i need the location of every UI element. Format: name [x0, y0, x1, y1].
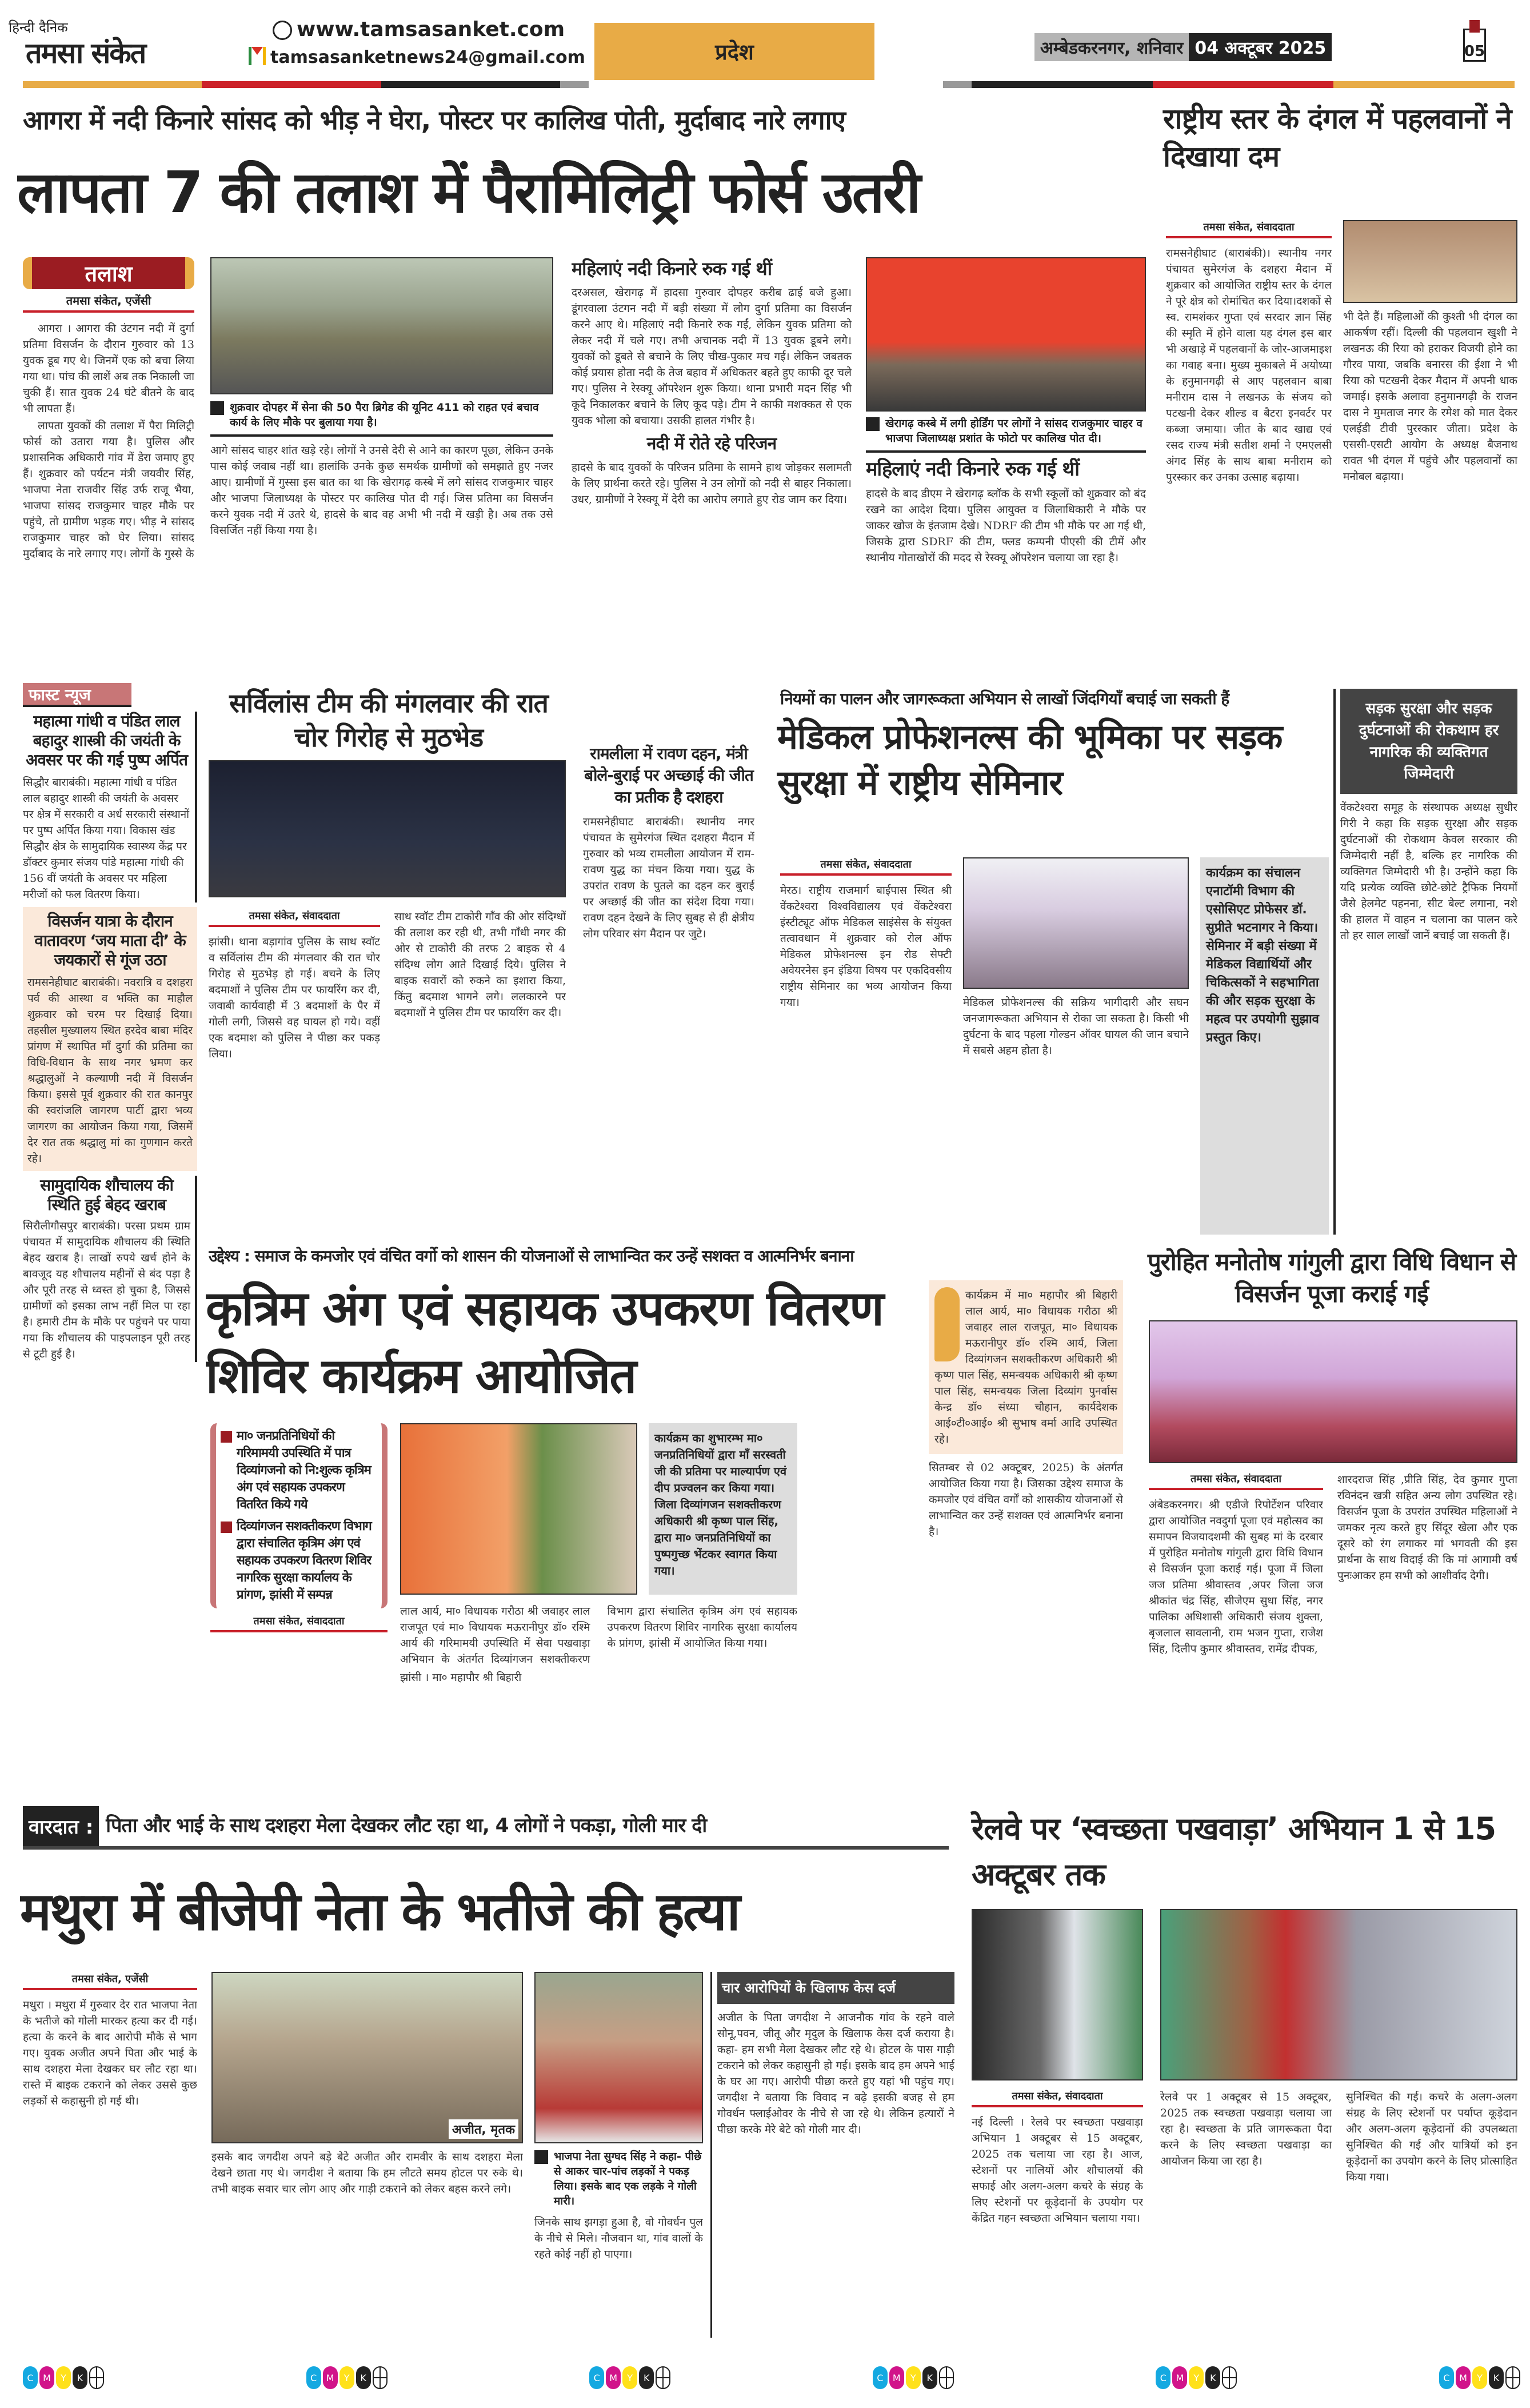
- victim-label: अजीत, मृतक: [449, 2119, 518, 2139]
- murder-column-3: [534, 1972, 703, 2338]
- camp-left-column: [210, 1423, 388, 1789]
- ink-swatch: M: [39, 2366, 54, 2389]
- seminar-kicker: नियमों का पालन और जागरूकता अभियान से लाखों जिंदगियाँ बचाई जा सकती हैं: [780, 689, 1229, 708]
- durga-byline: तमसा संकेत, संवाददाता: [1149, 1472, 1323, 1490]
- cmyk-mark: [873, 2366, 954, 2389]
- lead-column-4: [866, 257, 1146, 677]
- ink-swatch: C: [589, 2366, 604, 2389]
- hoarding-photo: [866, 257, 1146, 412]
- fast-news-item-3: [23, 1176, 197, 1362]
- seminar-rule: [1333, 689, 1336, 1235]
- camp-kicker: उद्देश्य : समाज के कमजोर एवं वंचित वर्गो को शासन की योजनाओं से लाभान्वित कर उन्हें सशक्त व आत्मनिर्भर बनाना: [209, 1247, 854, 1265]
- ink-swatch: K: [1205, 2366, 1220, 2389]
- page-number-badge: [1463, 29, 1486, 62]
- section-name: प्रदेश: [715, 39, 754, 65]
- camp-right-column: [929, 1280, 1123, 1789]
- lead-kicker: आगरा में नदी किनारे सांसद को भीड़ ने घेरा, पोस्टर पर कालिख पोती, मुर्दाबाद नारे लगाए: [23, 105, 845, 135]
- women-text: दरअसल, खेरागढ़ में हादसा गुरुवार दोपहर करीब ढाई बजे हुआ। डूंगरवाला उंटगन नदी में बड़ी संख्या में लोग दुर्गा प्रतिमा का विसर्जन करने आए थे। महिलाएं नदी किनारे रुक गईं, लेकिन युवक प्रतिमा को लेकर नदी में चले गए। तभी अचानक नदी में 13 युवक डूबने लगे। युवकों को डूबते से बचाने के लिए चीख-पुकार मच गई। लेकिन जबतक कोई प्रयास होता नदी के तेज बहाव में अधिकतर बहते हुए काफी दूर चले गए। पुलिस ने रेस्क्यू ऑपरेशन शुरू किया। थाना प्रभारी मदन सिंह भी कूदे निकालकर बचाने के लिए कूद पड़े। टीम ने काफी मशक्कत से एक युवक भोला को बचाया। उसकी हालत गंभीर है।: [572, 286, 852, 427]
- surveillance-photo: [209, 760, 566, 897]
- women-subhead-2: महिलाएं नदी किनारे रुक गई थीं: [866, 458, 1080, 481]
- surveillance-text-1: झांसी। थाना बड़ागांव पुलिस के साथ स्वॉट व सर्विलांस टीम की मंगलवार की रात चोर गिरोह से मुठभेड़ हो गई। बचने के लिए बदमाशों ने पुलिस टीम पर फायरिंग कर दी, जवाबी कार्यवाही में 3 बदमाशों के पैर में गोली लगी, जिससे वह घायल हो गये। वहीं एक बदमाश को पुलिस ने पीछा कर पकड़ लिया।: [209, 936, 380, 1060]
- lead-paragraph: आगरा । आगरा की उंटगन नदी में दुर्गा प्रतिमा विसर्जन के दौरान गुरुवार को 13 युवक डूब गए थे। जिनमें एक को बचा लिया गया था। पांच की लाशें अब तक निकाली जा चुकी हैं। सात युवक 24 घंटे बीतने के बाद भी लापता हैं।: [23, 322, 194, 415]
- ink-swatch: Y: [1189, 2366, 1204, 2389]
- ink-swatch: K: [922, 2366, 937, 2389]
- wrestling-text-1: रामसनेहीघाट (बाराबंकी)। स्थानीय नगर पंचायत सुमेरगंज के दशहरा मैदान में शुक्रवार को आयोजित राष्ट्रीय स्तर के दंगल ने पूरे क्षेत्र को रोमांचित कर दिया।दशकों से स्व. रामशंकर गुप्ता एवं सरदार ज्ञान सिंह की स्मृति में होने वाला यह दंगल इस बार भी अखाड़े में पहलवानों के जोर-आजमाइश का गवाह बना। मुख्य मुकाबले में अयोध्या के हनुमानगढ़ी से आए पहलवान बाबा मनीराम दास ने लखनऊ के संजय को पटखनी देकर शील्ड व बैटरा इनवर्टर पर कब्जा जमाया। जीत के बाद खाद्य एवं रसद राज्य मंत्री सतीश शर्मा ने एमएलसी अंगद सिंह के साथ बाबा मनीराम को पुरस्कार कर उनका उत्साह बढ़ाया।: [1166, 247, 1332, 484]
- camp-right-text: सितम्बर से 02 अक्टूबर, 2025) के अंतर्गत आयोजित किया गया है। जिसका उद्देश्य समाज के कमजोर एवं वंचित वर्गों को शासकीय योजनाओं से लाभान्वित कर उन्हें सशक्त एवं आत्मनिर्भर बनाना है।: [929, 1461, 1123, 1538]
- issue-date: 04 अक्टूबर 2025: [1189, 33, 1332, 61]
- hoarding-photo-caption: खेरागढ़ कस्बे में लगी होर्डिंग पर लोगों ने सांसद राजकुमार चाहर व भाजपा जिलाध्यक्ष प्रशांत के फोटो पर कालिख पोत दी।: [866, 416, 1146, 453]
- railway-headline: रेलवे पर ‘स्वच्छता पखवाड़ा’ अभियान 1 से 15 अक्टूबर तक: [972, 1811, 1496, 1892]
- murder-byline: तमसा संकेत, एजेंसी: [23, 1972, 197, 1990]
- fast-news-headline-2: विसर्जन यात्रा के दौरान वातावरण ‘जय माता दी’ के जयकारों से गूंज उठा: [34, 912, 186, 969]
- ink-swatch: K: [639, 2366, 654, 2389]
- bullet-marker-icon: [221, 1431, 232, 1443]
- surveillance-text-2: साथ स्वॉट टीम टाकोरी गाँव की ओर संदिग्धों की तलाश कर रही थी, तभी गाँधी नगर की ओर से टाकोरी की तरफ 2 बाइक से 4 संदिग्ध लोग आते दिखाई दिये। पुलिस ने बाइक सवारों को रुकने का इशारा किया, किंतु बदमाश भागने लगे। ललकारने पर बदमाशों ने पुलिस टीम पर फायरिंग कर दी।: [394, 911, 566, 1019]
- lead-label-text: तलाश: [85, 261, 133, 286]
- ink-swatch: Y: [906, 2366, 921, 2389]
- page-number: 05: [1464, 43, 1485, 60]
- masthead-logo: तमसा संकेत: [26, 37, 146, 70]
- murder-column-2: [211, 1972, 523, 2338]
- lead-column-2-text: आगे सांसद चाहर शांत खड़े रहे। लोगों ने उनसे देरी से आने का कारण पूछा, लेकिन उनके पास कोई जवाब नहीं था। हालांकि उनके कुछ समर्थक ग्रामीणों को समझाते हुए नजर आए। ग्रामीणों में गुस्सा इस बात का था कि खेरागढ़ कस्बे में लगे सांसद राजकुमार चाहर और भाजपा जिलाध्यक्ष के पोस्टर पर कालिख पोत दी गई। जिस प्रतिमा का विसर्जन करने युवक नदी में उतरे थे, हादसे के बाद वह अभी भी नदी में खड़ी है। अब तक उसे विसर्जित नहीं किया गया है।: [210, 444, 553, 537]
- murder-label: वारदात :: [23, 1806, 99, 1846]
- camp-bullet-1: मा० जनप्रतिनिधियों की गरिमामयी उपस्थिति में पात्र दिव्यांगजनो को नि:शुल्क कृत्रिम अंग एवं सहायक उपकरण वितरित किये गये: [237, 1429, 371, 1512]
- gmail-icon: [249, 47, 266, 65]
- seminar-headline: मेडिकल प्रोफेशनल्स की भूमिका पर सड़क सुरक्षा में राष्ट्रीय सेमिनार: [777, 717, 1283, 803]
- cmyk-mark: [1156, 2366, 1237, 2389]
- lead-byline: तमसा संकेत, एजेंसी: [23, 293, 194, 313]
- murder-column-4: [717, 1972, 954, 2338]
- ramlila-text: रामसनेहीघाट बाराबंकी। स्थानीय नगर पंचायत के सुमेरगंज स्थित दशहरा मैदान में गुरुवार को भव्य रामलीला आयोजन में राम-रावण युद्ध का मंचन किया गया। युद्ध के उपरांत रावण के पुतले का दहन कर बुराई पर अच्छाई की जीत का संदेश दिया गया। रावण दहन देखने के लिए सुबह से ही क्षेत्रीय लोग परिवार संग मैदान पर जुटे।: [583, 816, 754, 940]
- murder-kicker: पिता और भाई के साथ दशहरा मेला देखकर लौट रहा था, 4 लोगों ने पकड़ा, गोली मार दी: [106, 1814, 707, 1838]
- railway-text-2: रेलवे पर 1 अक्टूबर से 15 अक्टूबर, 2025 तक स्वच्छता पखवाड़ा चलाया जा रहा है। स्वच्छता के प्रति जागरूकता पैदा करने के लिए स्वच्छता पखवाड़ा का आयोजन किया जा रहा है।: [1160, 2091, 1332, 2167]
- women-subhead: महिलाएं नदी किनारे रुक गई थीं: [572, 258, 772, 279]
- fast-news-column: [23, 683, 197, 1789]
- seminar-text-2: मेडिकल प्रोफेशनल्स की सक्रिय भागीदारी और सघन जनजागरूकता अभियान से रोका जा सकता है। किसी भी दुर्घटना के बाद पहला गोल्डन ऑवर घायल की जान बचाने में सबसे अहम होता है।: [963, 996, 1189, 1057]
- ink-swatch: M: [323, 2366, 338, 2389]
- railway-column-1: [972, 2089, 1143, 2338]
- seminar-sidebar-text: वेंकटेश्वरा समूह के संस्थापक अध्यक्ष सुधीर गिरी ने कहा कि सड़क सुरक्षा और सड़क दुर्घटनाओं की रोकथाम केवल सरकार की जिम्मेदारी नहीं है, बल्कि हर नागरिक की व्यक्तिगत जिम्मेदारी भी है। उन्होंने कहा कि यदि प्रत्येक व्यक्ति छोटे-छोटे ट्रैफिक नियमों जैसे हेलमेट पहनना, सीट बेल्ट लगाना, नशे की हालत में वाहन न चलाना का पालन करे तो हर साल लाखों जानें बचाई जा सकती हैं।: [1340, 801, 1517, 942]
- wrestling-photo: [1343, 220, 1517, 303]
- rescue-operation-text: हादसे के बाद डीएम ने खेरागढ़ ब्लॉक के सभी स्कूलों को शुक्रवार को बंद रखने का आदेश दिया। पुलिस आयुक्त व जिलाधिकारी ने मौके पर जाकर खोज के इंतजाम देखे। NDRF की टीम भी मौके पर आ गई थी, जिसके द्वारा SDRF की टीम, फ्लड कम्पनी पीएसी की टीमें और स्थानीय गोताखोरों की मदद से रेस्क्यू ऑपरेशन चलाया जा रहा है।: [866, 488, 1146, 564]
- ramlila-headline: रामलीला में रावण दहन, मंत्री बोले-बुराई पर अच्छाई की जीत का प्रतीक है दशहरा: [584, 744, 753, 806]
- relatives-text: हादसे के बाद युवकों के परिजन प्रतिमा के सामने हाथ जोड़कर सलामती के लिए प्रार्थना करते रहे। पुलिस ने उन लोगों को नदी से बाहर निकाला। उधर, ग्रामीणों ने रेस्क्यू में देरी का आरोप लगाते हुए रोड जाम कर दिया।: [572, 461, 852, 506]
- murder-photo-caption: भाजपा नेता सुग्घद सिंह ने कहा- पीछे से आकर चार-पांच लड़कों ने पकड़ लिया। इसके बाद एक लड़के ने गोली मारी।: [534, 2149, 703, 2209]
- seminar-byline: तमसा संकेत, संवाददाता: [780, 857, 952, 876]
- ink-swatch: M: [1456, 2366, 1471, 2389]
- ink-swatch: C: [1439, 2366, 1454, 2389]
- wrestling-column-1: [1166, 220, 1332, 677]
- fast-news-item-2: [23, 907, 197, 1171]
- ink-swatch: Y: [622, 2366, 637, 2389]
- ink-swatch: M: [606, 2366, 621, 2389]
- fast-news-text-3: सिरौलीगौसपुर बाराबंकी। परसा प्रथम ग्राम पंचायत में सामुदायिक शौचालय की स्थिति बेहद खराब है। लाखों रुपये खर्च होने के बावजूद यह शौचालय महीनों से बंद पड़ा है और पूरी तरह से ध्वस्त हो चुका है, जिससे ग्रामीणों को इसका लाभ नहीं मिल पा रहा है। हमारी टीम के मौके पर पहुंचने पर पाया गया कि शौचालय की पाइपलाइन पूरी तरह से टूटी हुई है।: [23, 1220, 190, 1360]
- quote-mark-icon: [934, 1287, 960, 1361]
- lead-paragraph: लापता युवकों की तलाश में पैरा मिलिट्री फोर्स को उतारा गया है। पुलिस और प्रशासनिक अधिकारी गांव में डेरा जमाए हुए हैं। शुक्रवार को पर्यटन मंत्री जयवीर सिंह, भाजपा नेता राजवीर सिंह उर्फ राजू भैया, भाजपा सांसद राजकुमार चाहर मौके पर पहुंचे, तो ग्रामीण भड़क गए। भीड़ ने सांसद राजकुमार चाहर को घेर लिया। सांसद मुर्दाबाद के नारे लगाए गए। लोगों के गुस्से के: [23, 420, 194, 560]
- durga-text-2: शारदराज सिंह ,प्रीति सिंह, देव कुमार गुप्ता रविनंदन खत्री सहित अन्य लोग उपस्थित रहे। विसर्जन पूजा के उपरांत उपस्थित महिलाओं ने जमकर नृत्य करते हुए सिंदूर खेला और एक दूसरे को रंग लगाकर मां भगवती की इस प्रार्थना के साथ विदाई की कि मां आगामी वर्ष पुनःआकर हम सभी को आशीर्वाद देगी।: [1337, 1473, 1517, 1582]
- camp-footer: झांसी । मा० महापौर श्री बिहारी: [400, 1671, 522, 1684]
- railway-byline: तमसा संकेत, संवाददाता: [972, 2089, 1143, 2107]
- date-bar: [1034, 33, 1332, 61]
- website-link[interactable]: www.tamsasanket.com: [297, 18, 565, 41]
- ink-swatch: C: [306, 2366, 321, 2389]
- ink-swatch: K: [1489, 2366, 1504, 2389]
- murder-rule: [710, 1972, 712, 2338]
- fast-news-text-1: सिद्धौर बाराबंकी। महात्मा गांधी व पंडित लाल बहादुर शास्त्री की जयंती के अवसर पर क्षेत्र में सरकारी व अर्ध सरकारी संस्थानों पर पुष्प अर्पित किया गया। विकास खंड सिद्धौर क्षेत्र के सामुदायिक स्वास्थ्य केंद्र पर डॉक्टर कुमार संजय पांडे महात्मा गांधी की 156 वीं जयंती के अवसर पर महिला मरीजों को फल वितरण किया।: [23, 776, 190, 901]
- seminar-quote-box: कार्यक्रम का संचालन एनाटॉमी विभाग की एसोसिएट प्रोफेसर डॉ. सुप्रीते भटनागर ने किया। सेमिनार में बड़ी संख्या में मेडिकल विद्यार्थियों और चिकित्सकों ने सहभागिता की और सड़क सुरक्षा के महत्व पर उपयोगी सुझाव प्रस्तुत किए।: [1200, 857, 1329, 1235]
- location-day: अम्बेडकरनगर, शनिवार: [1034, 33, 1189, 61]
- masthead-stripe-left: [23, 81, 589, 88]
- murder-text-3: जिनके साथ झगड़ा हुआ है, वो गोवर्धन पुल के नीचे से मिले। नौजवान था, गांव वालों के रहते कोई नहीं हो पाएगा।: [534, 2216, 703, 2261]
- caption-marker-icon: [210, 401, 224, 415]
- camp-body: [400, 1603, 797, 1789]
- murder-photo-leader: [534, 1972, 703, 2143]
- print-marks: [23, 2366, 1520, 2389]
- lead-body: [23, 321, 194, 563]
- cmyk-mark: [589, 2366, 670, 2389]
- rescue-photo-caption: शुक्रवार दोपहर में सेना की 50 पैरा ब्रिगेड की यूनिट 411 को राहत एवं बचाव कार्य के लिए मौके पर बुलाया गया है।: [210, 400, 553, 437]
- wrestling-headline: राष्ट्रीय स्तर के दंगल में पहलवानों ने दिखाया दम: [1163, 102, 1512, 173]
- bookmark-icon: [1469, 20, 1480, 33]
- murder-text-1: मथुरा । मथुरा में गुरुवार देर रात भाजपा नेता के भतीजे को गोली मारकर हत्या कर दी गई। हत्या के करने के बाद आरोपी मौके से भाग गए। युवक अजीत अपने पिता और भाई के साथ दशहरा मेला देखकर घर लौट रहा था। रास्ते में बाइक टकराने को लेकर उससे कुछ लड़कों से कहासुनी हो गई थी।: [23, 1999, 197, 2107]
- railway-text-3: सुनिश्चित की गई। कचरे के अलग-अलग संग्रह के लिए स्टेशनों पर पर्याप्त कूड़ेदान और अलग-अलग कूड़ेदानों की उपलब्धता सुनिश्चित की गई और यात्रियों को इन कूड़ेदानों का उपयोग करने के लिए प्रोत्साहित किया गया।: [1346, 2091, 1517, 2183]
- murder-column-1: [23, 1972, 197, 2338]
- masthead: [9, 17, 1523, 80]
- surveillance-headline: सर्विलांस टीम की मंगलवार की रात चोर गिरोह से मुठभेड: [229, 688, 548, 753]
- seminar-text-1: मेरठ। राष्ट्रीय राजमार्ग बाईपास स्थित श्री वेंकटेश्वरा विश्वविद्यालय एवं वेंकटेश्वरा इंस्टीट्यूट ऑफ मेडिकल साइंसेस के संयुक्त तत्वावधान में शुक्रवार को रोल ऑफ मेडिकल प्रोफेशनल्स इन रोड सेफ्टी अवेयरनेस इन इंडिया विषय पर एकदिवसीय राष्ट्रीय सेमिनार का भव्य आयोजन किया गया।: [780, 884, 952, 1009]
- ink-swatch: K: [356, 2366, 371, 2389]
- registration-icon: [1505, 2366, 1520, 2389]
- bullet-marker-icon: [221, 1522, 232, 1533]
- ink-swatch: M: [1172, 2366, 1187, 2389]
- murder-text-2: इसके बाद जगदीश अपने बड़े बेटे अजीत और रामवीर के साथ दशहरा मेला देखने छाता गए थे। जगदीश ने बताया कि हम लौटते समय होटल पर रुके थे। तभी बाइक सवार चार लोग आए और गाड़ी टकराने को लेकर बहस करने लगे।: [211, 2151, 523, 2195]
- camp-byline: तमसा संकेत, संवाददाता: [210, 1614, 388, 1632]
- fast-news-headline-1: महात्मा गांधी व पंडित लाल बहादुर शास्त्री की जयंती के अवसर पर की गई पुष्प अर्पित: [25, 712, 188, 769]
- lead-label: [23, 257, 194, 289]
- seminar-column-2: [963, 857, 1189, 1235]
- camp-quote-text: कार्यक्रम में मा० महापौर श्री बिहारी लाल आर्य, मा० विधायक गरौठा श्री जवाहर लाल राजपूत, मा० विधायक मऊरानीपुर डॉ० रश्मि आर्य, जिला दिव्यांगजन सशक्तीकरण अधिकारी श्री कृष्ण पाल सिंह, समन्वयक अधिकारी श्री कृष्ण पाल सिंह, समन्वयक जिला दिव्यांग पुनर्वास केन्द्र डॉ० संध्या चौहान, कार्यदेशक आई०टी०आई० श्री सुभाष वर्मा आदि उपस्थित रहे।: [934, 1289, 1117, 1445]
- railway-photo-2: [1160, 1909, 1517, 2080]
- camp-body-text: लाल आर्य, मा० विधायक गरौठा श्री जवाहर लाल राजपूत एवं मा० विधायक मऊरानीपुर डॉ० रश्मि आर्य की गरिमामयी उपस्थिति में सेवा पखवाड़ा अभियान के अंतर्गत दिव्यांगजन सशक्तीकरण विभाग द्वारा संचालित कृत्रिम अंग एवं सहायक उपकरण वितरण शिविर नागरिक सुरक्षा कार्यालय के प्रांगण, झांसी में आयोजित किया गया।: [400, 1605, 797, 1666]
- railway-text-1: नई दिल्ली । रेलवे पर स्वच्छता पखवाड़ा अभियान 1 अक्टूबर से 15 अक्टूबर, 2025 तक चलाया जा रहा है। आज, स्टेशनों पर नालियों और शौचालयों की सफाई और अलग-अलग कचरे के संग्रह के लिए स्टेशनों पर कूड़ेदानों के उपयोग पर केंद्रित गहन स्वच्छता अभियान चलाया गया।: [972, 2116, 1143, 2225]
- wrestling-byline: तमसा संकेत, संवाददाता: [1166, 220, 1332, 238]
- murder-text-4: अजीत के पिता जगदीश ने आजनौक गांव के रहने वाले सोनू,पवन, जीतू और मृदुल के खिलाफ केस दर्ज कराया है। कहा- हम सभी मेला देखकर लौट रहे थे। होटल के पास गाड़ी टकराने को लेकर कहासुनी हो गई। इसके बाद हम अपने भाई के घर आ गए। आरोपी पीछा करते हुए यहां भी पहुंच गए। जगदीश ने बताया कि विवाद न बढ़े इसकी बजह से हम गोवर्धन फ्लाईओवर के नीचे से जा रहे थे। लेकिन हत्यारों ने पीछा करके मेरे बेटे को गोली मार दी।: [717, 2011, 954, 2136]
- durga-column-1: [1149, 1472, 1323, 1789]
- durga-text-1: अंबेडकरनगर। श्री एडीजे रिपोर्टेशन परिवार द्वारा आयोजित नवदुर्गा पूजा एवं महोत्सव का समापन विजयादशमी की सुबह मां के दरबार में पुरोहित मनोतोष गांगुली द्वारा विधि विधान से विसर्जन पूजा कराई गई। पूजा में जिला जज प्रतिमा श्रीवास्तव ,अपर जिला जज श्रीकांत चंद्र सिंह, सीजेएम सुधा सिंह, नगर पालिका अधिशासी अधिकारी संजय शुक्ला, बृजलाल सावलानी, राम भजन गुप्ता, राजेश सिंह, दिलीप कुमार श्रीवास्तव, रामेंद्र दीपक,: [1149, 1499, 1323, 1655]
- lead-column-2: [210, 257, 553, 677]
- camp-bullets: [210, 1423, 388, 1608]
- seminar-sidebar-box: सड़क सुरक्षा और सड़क दुर्घटनाओं की रोकथाम हर नागरिक की व्यक्तिगत जिम्मेदारी: [1340, 689, 1517, 794]
- globe-icon: [273, 21, 292, 40]
- camp-bullet-2: दिव्यांगजन सशक्तीकरण विभाग द्वारा संचालित कृत्रिम अंग एवं सहायक उपकरण वितरण शिविर नागरिक सुरक्षा कार्यालय के प्रांगण, झांसी में सम्पन्न: [237, 1519, 371, 1602]
- seminar-photo: [963, 857, 1189, 989]
- masthead-stripe-right: [943, 81, 1515, 88]
- fast-news-item-1: [23, 712, 197, 902]
- relatives-subhead: नदी में रोते रहे परिजन: [646, 434, 777, 454]
- ink-swatch: M: [889, 2366, 904, 2389]
- camp-start-box: कार्यक्रम का शुभारम्भ मा० जनप्रतिनिधियों द्वारा माँ सरस्वती जी की प्रतिमा पर माल्यार्पण एवं दीप प्रज्वलन कर किया गया। जिला दिव्यांगजन सशक्तीकरण अधिकारी श्री कृष्ण पाल सिंह, द्वारा मा० जनप्रतिनिधियों का पुष्पगुच्छ भेंटकर स्वागत किया गया।: [649, 1423, 797, 1595]
- ink-swatch: Y: [56, 2366, 71, 2389]
- seminar-column-1: [780, 857, 952, 1235]
- camp-quote-panel: [929, 1280, 1123, 1454]
- registration-icon: [939, 2366, 954, 2389]
- accused-box-label: चार आरोपियों के खिलाफ केस दर्ज: [717, 1972, 954, 2004]
- rescue-photo: [210, 257, 553, 394]
- wrestling-column-2: [1343, 220, 1517, 677]
- email-link[interactable]: tamsasanketnews24@gmail.com: [270, 47, 585, 67]
- cmyk-mark: [23, 2366, 104, 2389]
- registration-icon: [656, 2366, 670, 2389]
- camp-headline: कृत्रिम अंग एवं सहायक उपकरण वितरण शिविर कार्यक्रम आयोजित: [206, 1280, 883, 1404]
- caption-marker-icon: [534, 2150, 548, 2164]
- camp-photo: [400, 1423, 637, 1595]
- ramlila-column: [583, 743, 754, 1235]
- fast-news-text-2: रामसनेहीघाट बाराबंकी। नवरात्रि व दशहरा पर्व की आस्था व भक्ति का माहौल शुक्रवार को चरम पर दिखाई दिया। तहसील मुख्यालय स्थित हरदेव बाबा मंदिर प्रांगण में स्थापित माँ दुर्गा की प्रतिमा का विधि-विधान के साथ नगर भ्रमण कर श्रद्धालुओं ने कल्याणी नदी में विसर्जन किया। इससे पूर्व शुक्रवार की रात कानपुर की स्वरांजलि जागरण पार्टी द्वारा भव्य जागरण का आयोजन किया गया, जिसमें देर रात तक श्रद्धालु मां का गुणगान करते रहे।: [27, 976, 193, 1165]
- durga-headline: पुरोहित मनोतोष गांगुली द्वारा विधि विधान से विसर्जन पूजा कराई गई: [1147, 1248, 1516, 1308]
- ink-swatch: C: [873, 2366, 888, 2389]
- ink-swatch: C: [23, 2366, 38, 2389]
- lead-column-3: [572, 257, 852, 677]
- murder-photo-crowd: [211, 1972, 523, 2143]
- ink-swatch: Y: [339, 2366, 354, 2389]
- cmyk-mark: [1439, 2366, 1520, 2389]
- lead-headline: लापता 7 की तलाश में पैरामिलिट्री फोर्स उतरी: [17, 159, 920, 226]
- registration-icon: [373, 2366, 388, 2389]
- fast-news-label: फास्ट न्यूज: [23, 683, 131, 707]
- caption-marker-icon: [866, 417, 880, 431]
- surveillance-byline: तमसा संकेत, संवाददाता: [209, 909, 380, 927]
- ink-swatch: Y: [1472, 2366, 1487, 2389]
- ink-swatch: K: [73, 2366, 87, 2389]
- lead-column-1: [23, 257, 194, 677]
- surveillance-column-1: [209, 909, 380, 1235]
- cmyk-mark: [306, 2366, 388, 2389]
- railway-photo-1: [972, 1909, 1143, 2080]
- fast-news-headline-3: सामुदायिक शौचालय की स्थिति हुई बेहद खराब: [40, 1176, 173, 1214]
- seminar-sidebar: [1340, 689, 1517, 1235]
- masthead-tagline: हिन्दी दैनिक: [9, 19, 68, 35]
- murder-headline: मथुरा में बीजेपी नेता के भतीजे की हत्या: [20, 1881, 739, 1942]
- murder-kicker-bar: [23, 1806, 949, 1850]
- durga-photo: [1149, 1320, 1517, 1463]
- ink-swatch: C: [1156, 2366, 1171, 2389]
- registration-icon: [89, 2366, 104, 2389]
- section-label: [594, 23, 874, 80]
- registration-icon: [1222, 2366, 1237, 2389]
- wrestling-text-2: भी देते हैं। महिलाओं की कुश्ती भी दंगल का आकर्षण रहीं। दिल्ली की पहलवान खुशी ने लखनऊ की रिया को हराकर विजयी होने का गौरव पाया, जबकि बनारस की ईशा ने भी रिया को पटखनी देकर मैदान में अपनी धाक जमाई। इसके अलावा हनुमानगढ़ी के राजन दास ने मुमताज नगर के रमेश को मात देकर एलईडी टीवी पुरस्कार जीता। प्रदेश के एससी-एसटी आयोग के अध्यक्ष बैजनाथ रावत भी दंगल में पहुंचे और पहलवानों का मनोबल बढ़ाया।: [1343, 310, 1517, 483]
